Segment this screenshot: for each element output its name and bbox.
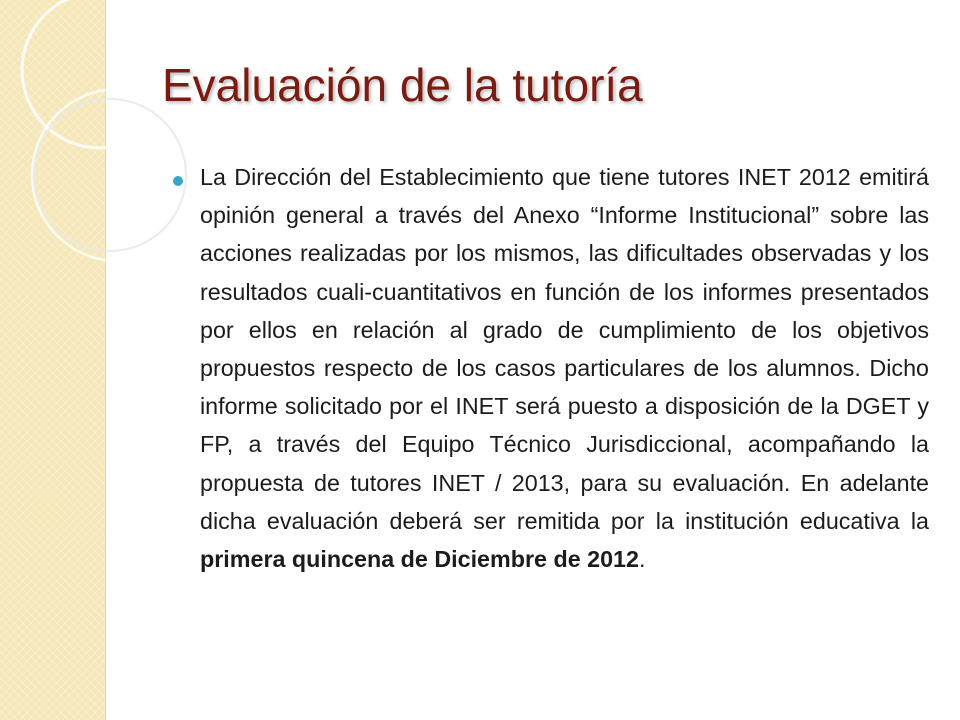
highlighted-date: primera quincena de Diciembre de 2012 — [200, 546, 639, 573]
slide-body — [200, 158, 929, 578]
decorative-sidebar — [0, 0, 106, 720]
body-text: La Dirección del Establecimiento que tiene tutores INET 2012 emitirá opinión general a través del Anexo “Informe Institucional” sobre las acciones realizadas por los mismos, las dificultades observadas y los resultados cuali-cuantitativos en función de los informes presentados por ellos en relación al grado de cumplimiento de los objetivos propuestos respecto de los casos particulares de los alumnos. Dicho informe solicitado por el INET será puesto a disposición de la DGET y FP, a través del Equipo Técnico Jurisdiccional, acompañando la propuesta de tutores INET / 2013, para su evaluación. En adelante dicha evaluación deberá ser remitida por la institución educativa la — [200, 164, 929, 534]
slide-title: Evaluación de la tutoría — [162, 59, 643, 111]
bullet-icon — [173, 176, 183, 186]
body-end: . — [638, 546, 646, 573]
